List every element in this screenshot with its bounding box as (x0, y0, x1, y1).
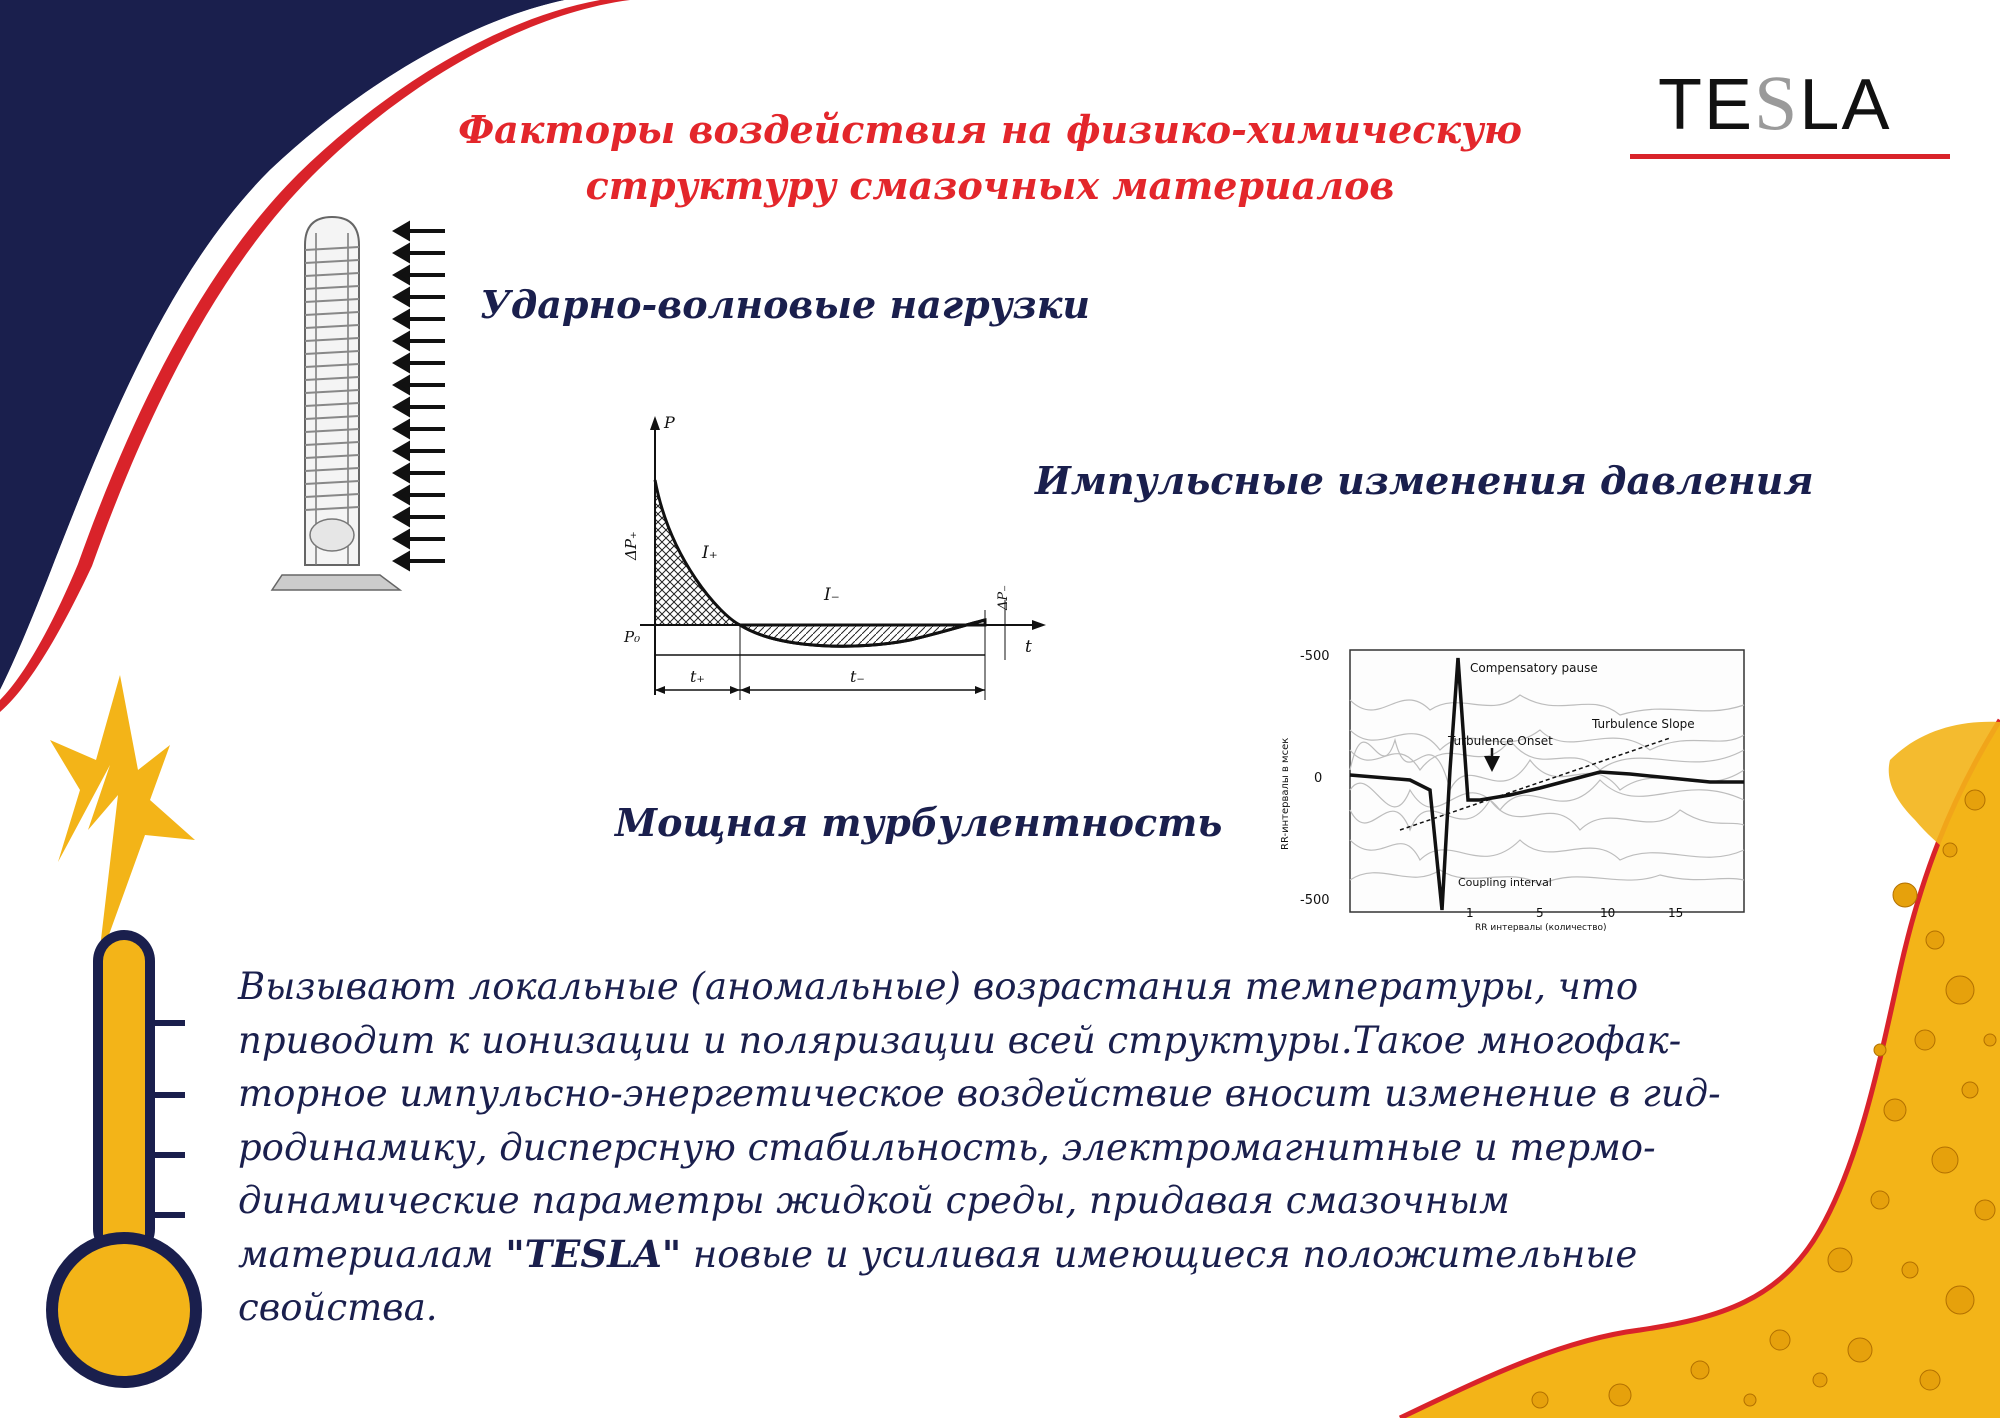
x-tick-10: 10 (1600, 906, 1616, 920)
t-minus-label: t₋ (850, 667, 865, 686)
body-line-5: динамические параметры жидкой среды, придавая смазочным (238, 1179, 1510, 1222)
logo-underline (1630, 154, 1950, 159)
factor-shock-wave: Ударно-волновые нагрузки (480, 282, 1091, 327)
slide-title (400, 102, 1580, 214)
x-tick-5: 5 (1536, 906, 1544, 920)
dp-plus-label: ΔP₊ (622, 531, 640, 560)
thermometer-icon (46, 675, 202, 1388)
body-line-6-start: материалам (238, 1232, 506, 1276)
i-minus-label: I₋ (824, 585, 840, 605)
shock-tube-figure (270, 205, 450, 600)
title-line-1: Факторы воздействия на физико-химическую (458, 107, 1522, 152)
body-line-2: приводит к ионизации и поляризации всей структуры.Такое многофак- (238, 1018, 1682, 1062)
y-tick-mid: 0 (1314, 771, 1323, 786)
positive-phase (655, 480, 740, 625)
turbulence-chart (1270, 640, 1750, 940)
chart-y-label: RR-интервалы в мсек (1280, 737, 1291, 850)
body-line-3: торное импульсно-энергетическое воздействие вносит изменение в гид- (238, 1072, 1721, 1115)
y-tick-bottom: -500 (1300, 893, 1330, 908)
dp-minus-label: ΔP₋ (996, 585, 1011, 610)
brand-name: "TESLA" (505, 1231, 682, 1276)
logo-text-s: S (1754, 59, 1800, 146)
body-line-6-end: новые и усиливая имеющиеся положительные (681, 1232, 1638, 1276)
t-plus-label: t₊ (690, 667, 705, 686)
compensatory-pause-label: Compensatory pause (1470, 661, 1598, 675)
x-tick-1: 1 (1466, 906, 1474, 920)
turbulence-onset-label: Turbulence Onset (1448, 734, 1553, 748)
pressure-pulse-graph (610, 410, 1050, 710)
y-tick-top: -500 (1300, 649, 1330, 664)
logo-text-te: TE (1658, 65, 1755, 145)
i-plus-label: I₊ (702, 543, 718, 563)
body-line-7: свойства. (238, 1286, 438, 1329)
body-line-1: Вызывают локальные (аномальные) возрастания температуры, что (238, 965, 1639, 1008)
tesla-logo (1630, 58, 1950, 168)
coupling-interval-label: Coupling interval (1458, 876, 1552, 889)
logo-text-la: LA (1799, 65, 1892, 145)
title-line-2: структуру смазочных материалов (585, 163, 1395, 208)
body-line-4: родинамику, дисперсную стабильность, электромагнитные и термо- (238, 1125, 1656, 1169)
logo-text (1658, 58, 1891, 148)
p0-label: P₀ (624, 628, 641, 646)
negative-phase (740, 620, 985, 646)
factor-turbulence: Мощная турбулентность (615, 800, 1223, 845)
factor-pressure-pulses: Импульсные изменения давления (1035, 458, 1814, 503)
x-tick-15: 15 (1668, 906, 1684, 920)
shock-arrows (396, 224, 445, 568)
axis-p-label: P (664, 413, 675, 432)
axis-t-label: t (1025, 637, 1032, 657)
turbulence-slope-label: Turbulence Slope (1592, 717, 1695, 731)
tube-base (272, 575, 400, 590)
chart-x-label: RR интервалы (количество) (1475, 923, 1607, 933)
description-paragraph (238, 960, 1838, 1335)
